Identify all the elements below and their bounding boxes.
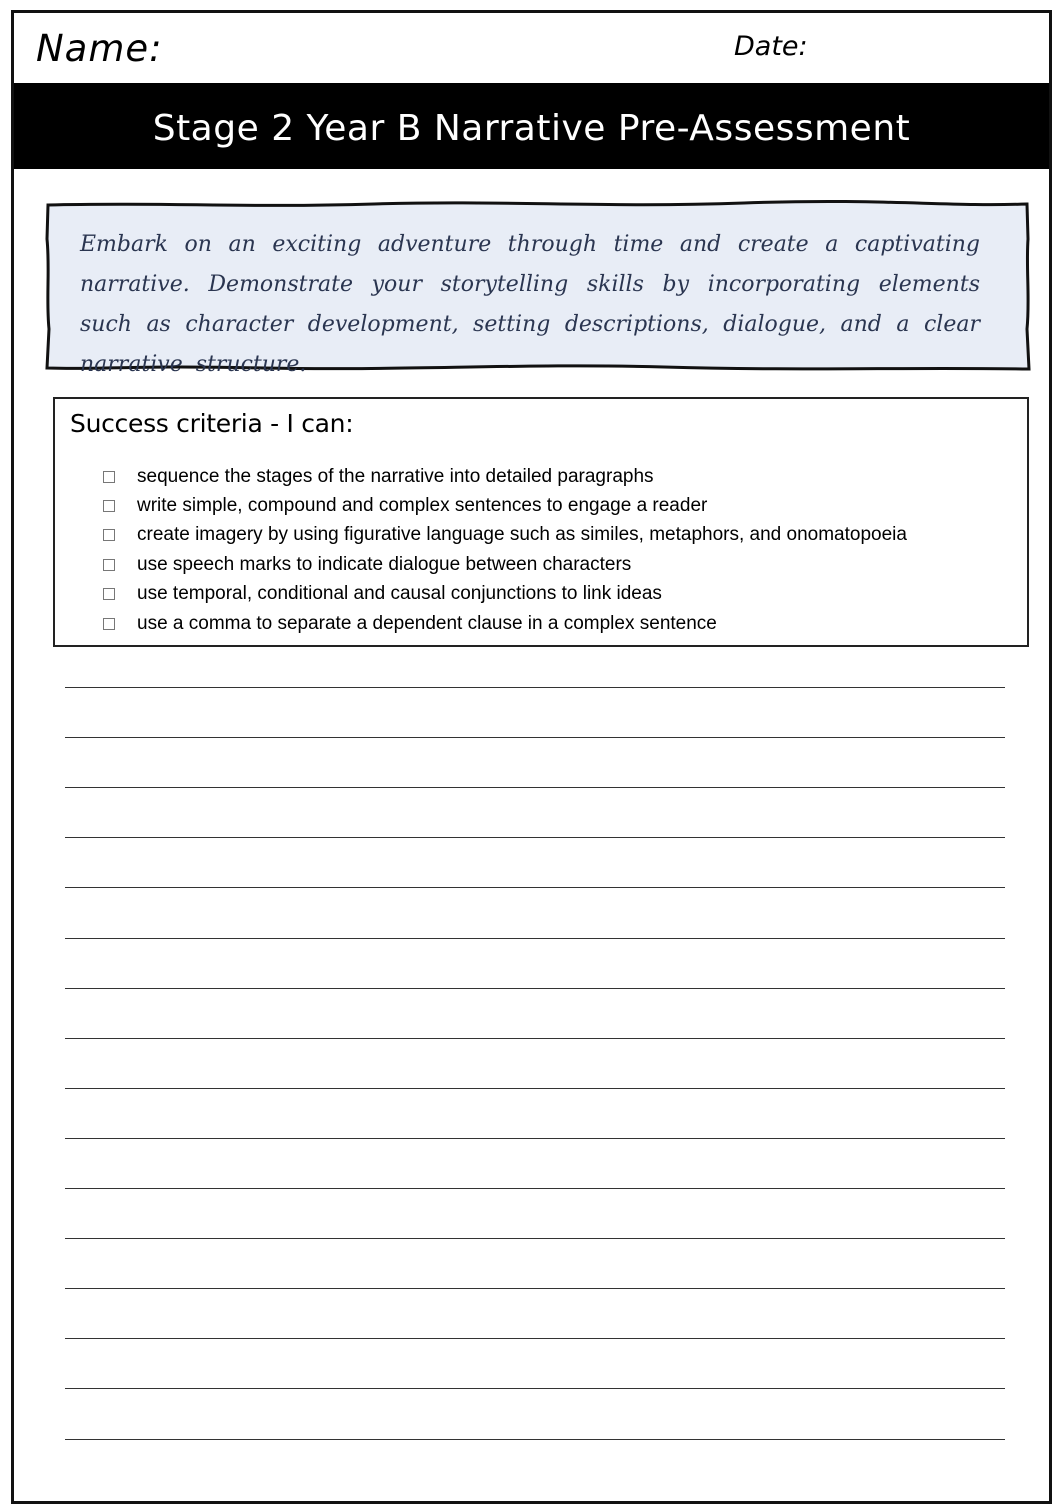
criteria-item-label: sequence the stages of the narrative into detailed paragraphs (137, 465, 654, 487)
writing-line[interactable] (65, 1288, 1005, 1289)
writing-line[interactable] (65, 1338, 1005, 1339)
writing-line[interactable] (65, 988, 1005, 989)
criteria-item (103, 521, 907, 550)
checkbox[interactable] (103, 588, 115, 600)
writing-line[interactable] (65, 1038, 1005, 1039)
intro-paragraph: Embark on an exciting adventure through time and create a captivating narrative. Demonstrate your storytelling skills by incorporating elements such as character development, setting descriptions, dialogue, and a clear narrative structure. (80, 232, 980, 377)
success-criteria-heading: Success criteria - I can: (70, 409, 354, 438)
writing-line[interactable] (65, 1088, 1005, 1089)
writing-line[interactable] (65, 1238, 1005, 1239)
criteria-item (103, 491, 907, 520)
writing-line[interactable] (65, 787, 1005, 788)
writing-line[interactable] (65, 938, 1005, 939)
success-criteria-box (53, 397, 1029, 647)
criteria-item-label: write simple, compound and complex sentences to engage a reader (137, 495, 708, 517)
writing-line[interactable] (65, 837, 1005, 838)
name-label: Name: (36, 27, 163, 70)
writing-line[interactable] (65, 737, 1005, 738)
date-label: Date: (734, 31, 808, 62)
criteria-item (103, 462, 907, 491)
page-title: Stage 2 Year B Narrative Pre-Assessment (152, 107, 911, 149)
success-criteria-list (103, 462, 907, 638)
criteria-item (103, 550, 907, 579)
criteria-item (103, 580, 907, 609)
checkbox[interactable] (103, 559, 115, 571)
checkbox[interactable] (103, 500, 115, 512)
criteria-item-label: use a comma to separate a dependent clause in a complex sentence (137, 612, 717, 634)
writing-line[interactable] (65, 1188, 1005, 1189)
checkbox[interactable] (103, 618, 115, 630)
writing-line[interactable] (65, 1439, 1005, 1440)
writing-line[interactable] (65, 887, 1005, 888)
writing-line[interactable] (65, 1388, 1005, 1389)
writing-line[interactable] (65, 1138, 1005, 1139)
writing-line[interactable] (65, 687, 1005, 688)
title-bar (14, 83, 1049, 169)
checkbox[interactable] (103, 471, 115, 483)
checkbox[interactable] (103, 529, 115, 541)
criteria-item-label: use speech marks to indicate dialogue between characters (137, 553, 632, 575)
criteria-item (103, 609, 907, 638)
criteria-item-label: create imagery by using figurative language such as similes, metaphors, and onomatopoeia (137, 524, 907, 546)
worksheet-page (11, 10, 1052, 1504)
criteria-item-label: use temporal, conditional and causal conjunctions to link ideas (137, 583, 662, 605)
